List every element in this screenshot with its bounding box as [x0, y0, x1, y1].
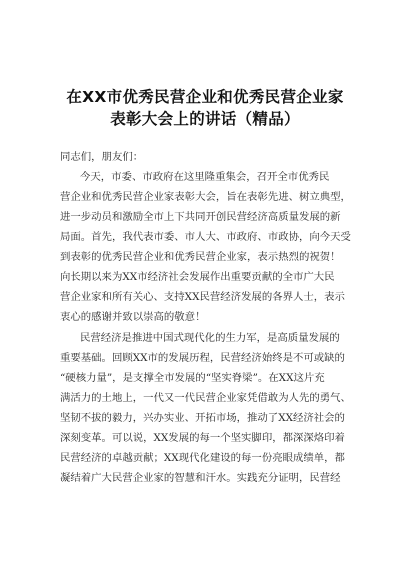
body-line: 民营经济是推进中国式现代化的生力军，是高质量发展的 [80, 332, 340, 344]
body-line: 坚韧不拔的毅力，兴办实业、开拓市场，推动了XX经济社会的 [60, 412, 345, 424]
body-line: 营企业家和所有关心、支持XX民营经济发展的各界人士，表示 [60, 291, 345, 303]
body-line: 凝结着广大民营企业家的智慧和汗水。实践充分证明，民营经 [60, 472, 341, 484]
document-title-line-1: 在XX市优秀民营企业和优秀民营企业家 [66, 88, 344, 106]
body-line: 衷心的感谢并致以崇高的敬意！ [60, 311, 206, 323]
body-line: 今天，市委、市政府在这里隆重集会，召开全市优秀民 [80, 171, 330, 183]
body-line: 重要基础。回顾XX市的发展历程，民营经济始终是不可或缺的 [60, 352, 345, 364]
body-line: 同志们，朋友们： [60, 151, 144, 163]
body-line: 到表彰的优秀民营企业和优秀民营企业家，表示热烈的祝贺！ [60, 251, 341, 263]
body-line: 向长期以来为XX市经济社会发展作出重要贡献的全市广大民 [60, 271, 335, 283]
body-line: 营企业和优秀民营企业家表彰大会，旨在表彰先进、树立典型， [60, 191, 351, 203]
body-line: 民营经济的卓越贡献；XX现代化建设的每一份亮眼成绩单，都 [60, 452, 345, 464]
body-line: “硬核力量”，是支撑全市发展的“坚实脊梁”。在XX这片充 [60, 372, 325, 384]
body-line: 局面。首先，我代表市委、市人大、市政府、市政协，向今天受 [60, 231, 351, 243]
body-line: 满活力的土地上，一代又一代民营企业家凭借敢为人先的勇气、 [60, 392, 351, 404]
body-line: 进一步动员和激励全市上下共同开创民营经济高质量发展的新 [60, 211, 341, 223]
document-title-line-2: 表彰大会上的讲话（精品） [110, 110, 300, 128]
body-line: 深刻变革。可以说，XX发展的每一个坚实脚印，都深深烙印着 [60, 432, 345, 444]
